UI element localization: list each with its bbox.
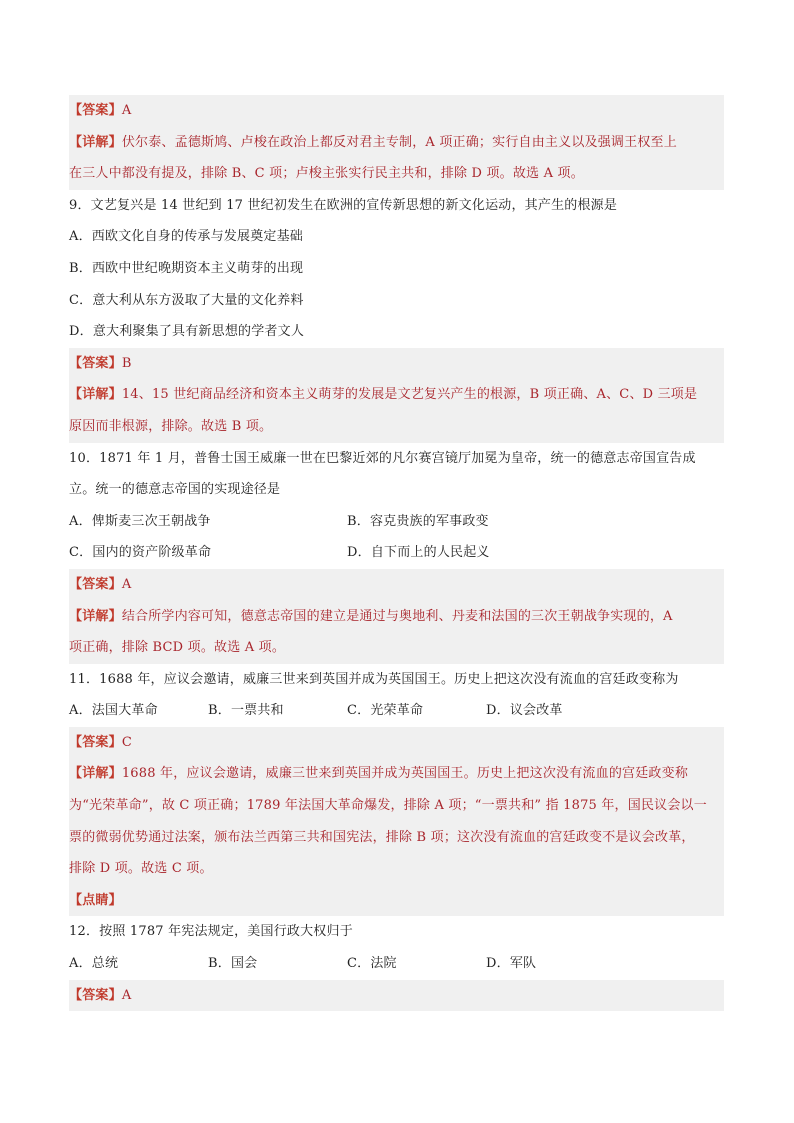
- detail-text: 结合所学内容可知，德意志帝国的建立是通过与奥地利、丹麦和法国的三次王朝战争实现的，A: [121, 608, 673, 624]
- question-stem: 12．按照 1787 年宪法规定，美国行政大权归于: [69, 924, 353, 940]
- option: C．法院: [347, 956, 397, 972]
- detail-line: [69, 127, 724, 159]
- answer-tag: 【答案】: [69, 355, 122, 371]
- answer-line: [69, 980, 724, 1012]
- question-stem: 立。统一的德意志帝国的实现途径是: [69, 482, 281, 498]
- detail-line: 原因而非根源，排除。故选 B 项。: [69, 411, 724, 443]
- detail-line: 在三人中都没有提及，排除 B、C 项；卢梭主张实行民主共和，排除 D 项。故选 A 项。: [69, 158, 724, 190]
- detail-text: 1688 年，应议会邀请，威廉三世来到英国并成为英国国王。历史上把这次没有流血的宫廷政变称: [121, 766, 689, 782]
- detail-line: [69, 379, 724, 411]
- option-row: [69, 506, 724, 538]
- detail-tag: 【详解】: [69, 387, 122, 403]
- option: A．法国大革命: [69, 703, 158, 719]
- answer-line: [69, 95, 724, 127]
- option: D．军队: [486, 956, 537, 972]
- detail-tag: 【详解】: [69, 134, 122, 150]
- option-row: [69, 948, 724, 980]
- option: B．容克贵族的军事政变: [347, 513, 489, 529]
- detail-line: [69, 758, 724, 790]
- document-page: [69, 95, 724, 1011]
- answer-line: [69, 348, 724, 380]
- question-stem: 9．文艺复兴是 14 世纪到 17 世纪初发生在欧洲的宣传新思想的新文化运动，其产生的根源是: [69, 197, 618, 213]
- detail-text: 伏尔泰、孟德斯鸠、卢梭在政治上都反对君主专制，A 项正确；实行自由主义以及强调王权至上: [121, 134, 677, 150]
- detail-line: 为“光荣革命”，故 C 项正确；1789 年法国大革命爆发，排除 A 项；“一票共和” 指 1875 年，国民议会以一: [69, 790, 724, 822]
- answer-value: C: [121, 734, 132, 750]
- option: D．意大利聚集了具有新思想的学者文人: [69, 324, 305, 340]
- answer-line: [69, 727, 724, 759]
- option-row: [69, 537, 724, 569]
- detail-line: [69, 601, 724, 633]
- detail-tag: 【详解】: [69, 766, 122, 782]
- answer-tag: 【答案】: [69, 987, 122, 1003]
- option-row: [69, 695, 724, 727]
- question-stem: 10．1871 年 1 月，普鲁士国王威廉一世在巴黎近郊的凡尔赛宫镜厅加冕为皇帝，统一的德意志帝国宣告成: [69, 450, 696, 466]
- option: C．国内的资产阶级革命: [69, 545, 212, 561]
- option: B．一票共和: [208, 703, 284, 719]
- answer-line: [69, 569, 724, 601]
- option: D．自下而上的人民起义: [347, 545, 490, 561]
- detail-text: 14、15 世纪商品经济和资本主义萌芽的发展是文艺复兴产生的根源，B 项正确、A、C、D 三项是: [121, 387, 698, 403]
- option: A．总统: [69, 956, 119, 972]
- answer-tag: 【答案】: [69, 576, 122, 592]
- option: A．俾斯麦三次王朝战争: [69, 513, 211, 529]
- question-stem: 11．1688 年，应议会邀请，威廉三世来到英国并成为英国国王。历史上把这次没有流血的宫廷政变称为: [69, 671, 679, 687]
- detail-tag: 【详解】: [69, 608, 122, 624]
- detail-line: 排除 D 项。故选 C 项。: [69, 853, 724, 885]
- detail-line: 项正确，排除 BCD 项。故选 A 项。: [69, 632, 724, 664]
- point-line: [69, 885, 724, 917]
- answer-value: A: [121, 987, 132, 1003]
- answer-value: A: [121, 103, 132, 118]
- answer-tag: 【答案】: [69, 103, 122, 118]
- answer-value: B: [121, 355, 132, 371]
- option: B．西欧中世纪晚期资本主义萌芽的出现: [69, 260, 304, 276]
- option: D．议会改革: [486, 703, 563, 719]
- answer-value: A: [121, 576, 132, 592]
- option: B．国会: [208, 956, 258, 972]
- option: C．意大利从东方汲取了大量的文化养料: [69, 292, 304, 308]
- option: A．西欧文化自身的传承与发展奠定基础: [69, 229, 303, 245]
- answer-tag: 【答案】: [69, 734, 122, 750]
- point-tag: 【点睛】: [69, 892, 122, 908]
- option: C．光荣革命: [347, 703, 424, 719]
- detail-line: 票的微弱优势通过法案，颁布法兰西第三共和国宪法，排除 B 项；这次没有流血的宫廷政变不是议会改革，: [69, 822, 724, 854]
